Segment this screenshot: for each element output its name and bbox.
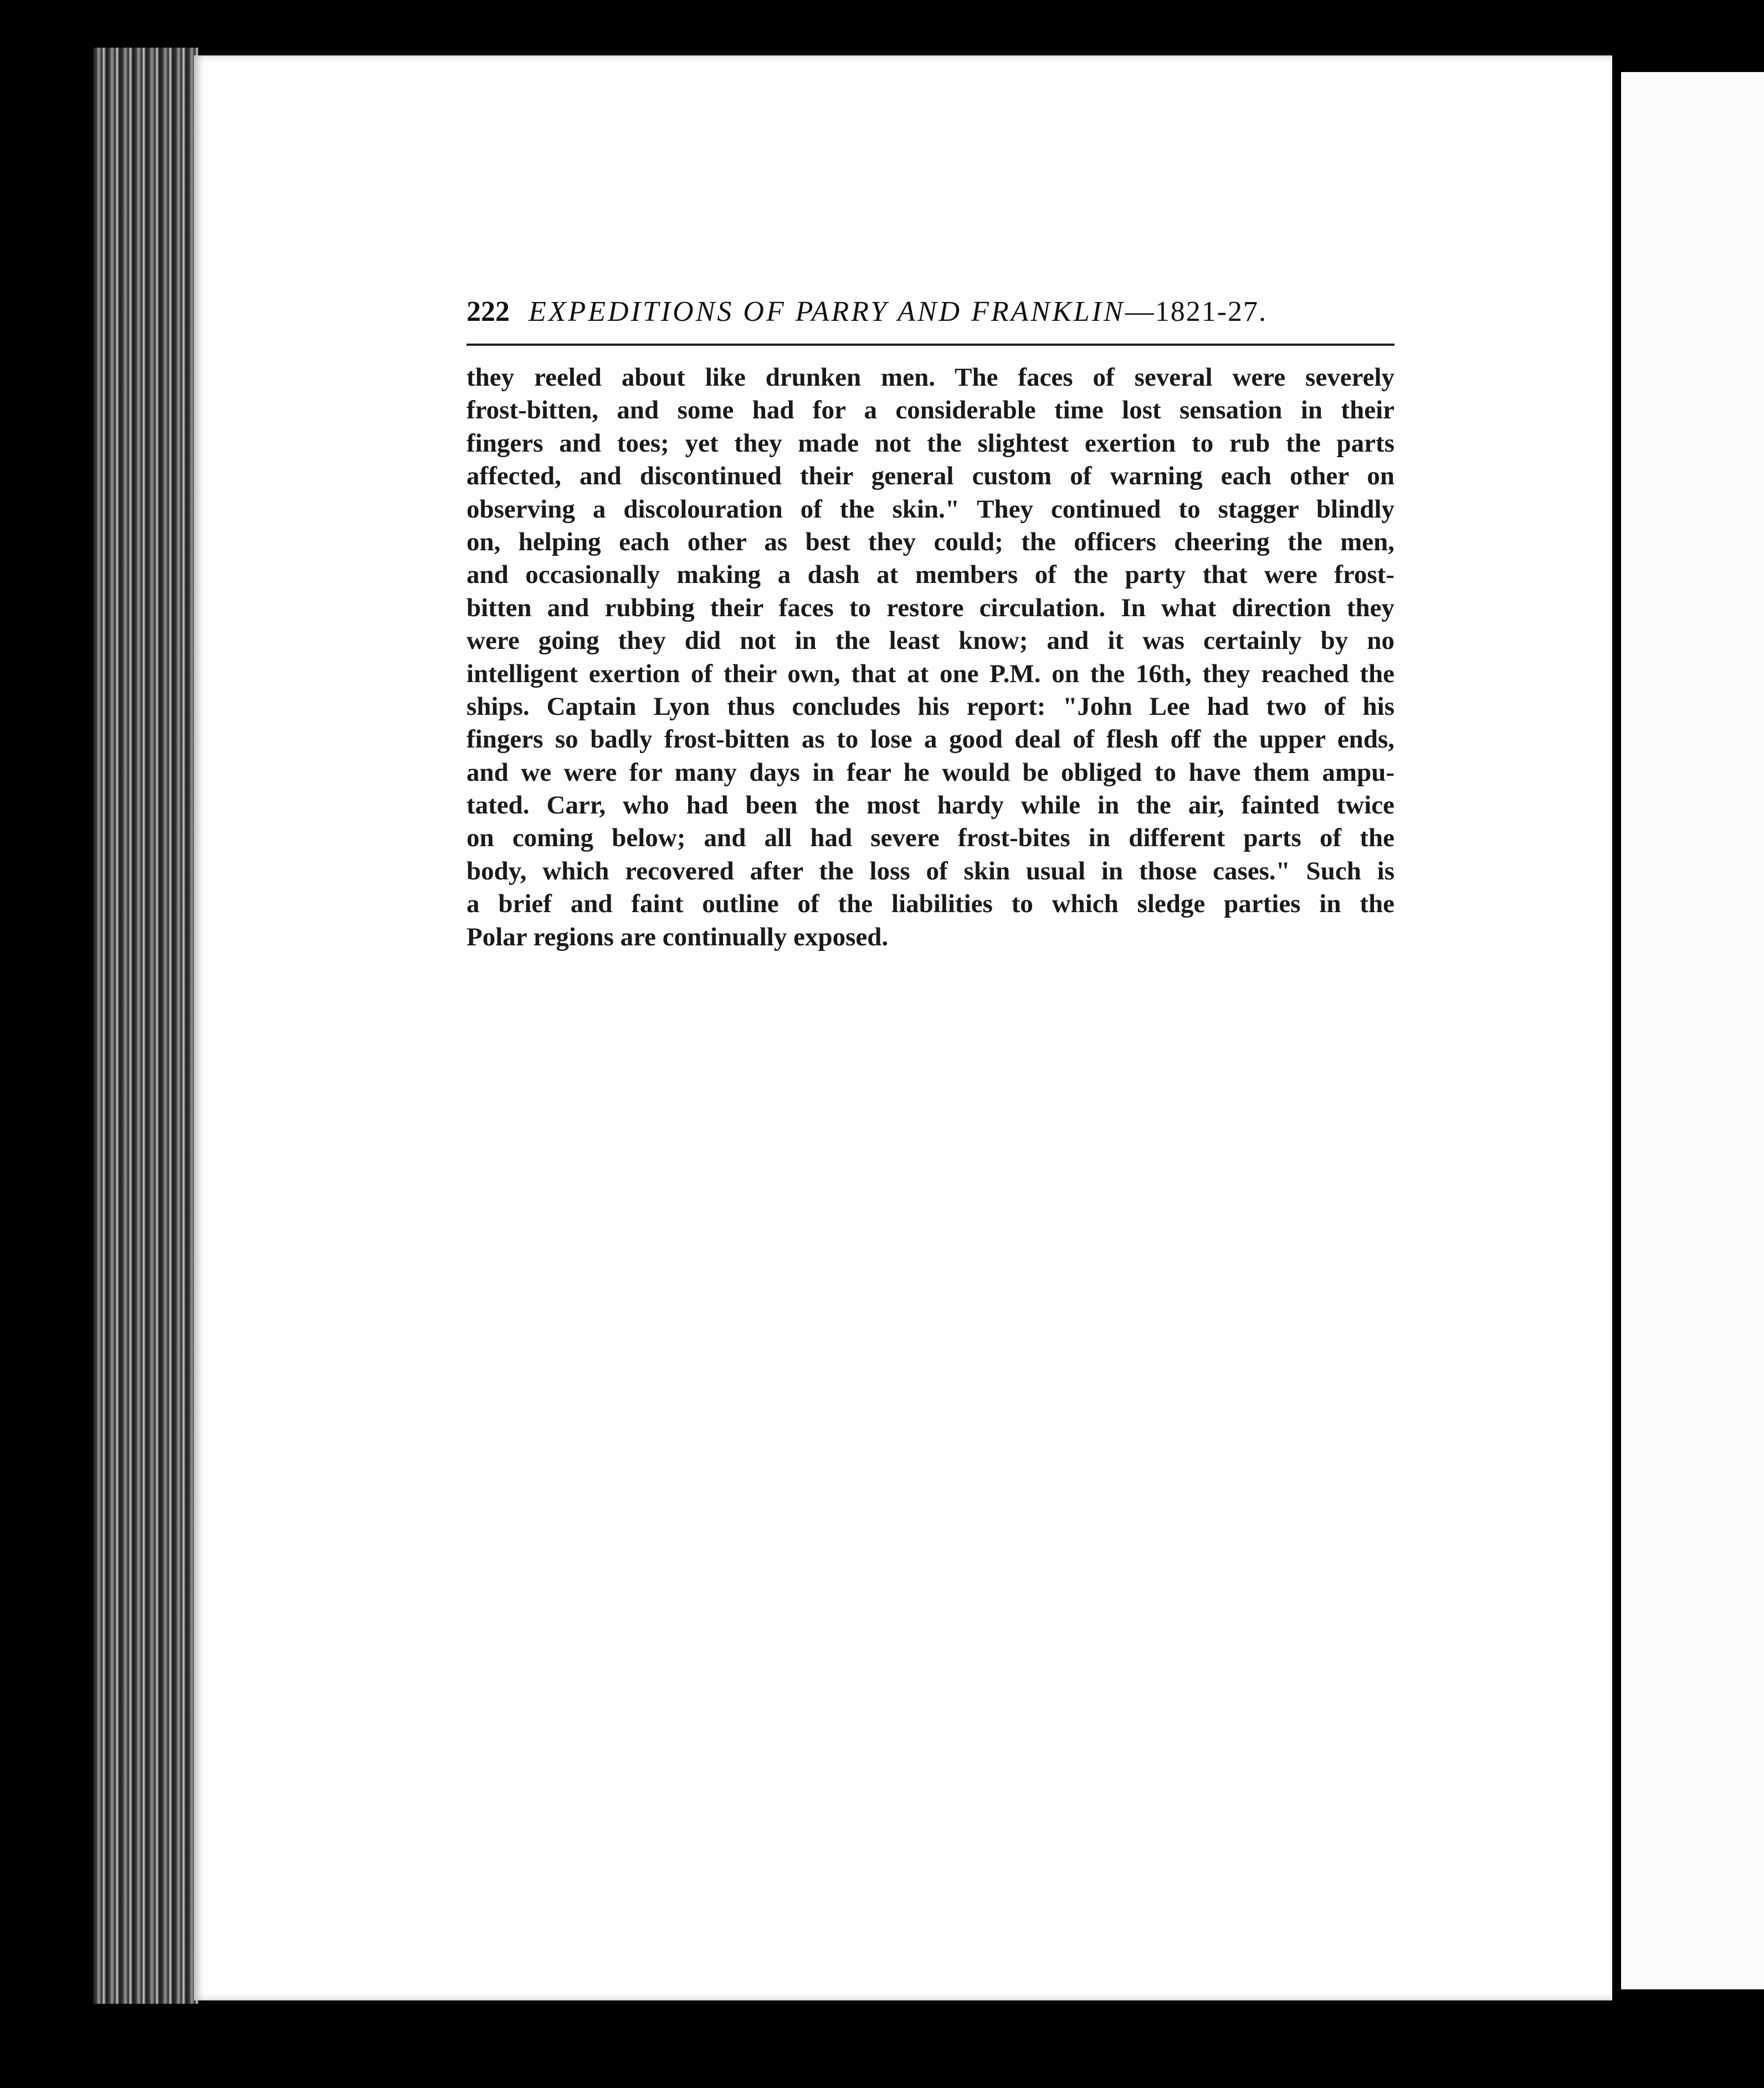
text-line: and occasionally making a dash at members of the party that were frost- bbox=[466, 560, 1394, 590]
text-line: tated. Carr, who had been the most hardy while in the air, fainted twice bbox=[466, 791, 1394, 820]
text-line: on coming below; and all had severe frost-bites in different parts of the bbox=[466, 823, 1394, 853]
text-line: body, which recovered after the loss of skin usual in those cases." Such is bbox=[466, 856, 1394, 886]
book-page bbox=[194, 55, 1612, 2000]
text-line: bitten and rubbing their faces to restore circulation. In what direction they bbox=[466, 593, 1394, 622]
page-edges bbox=[93, 48, 198, 2004]
text-line: fingers and toes; yet they made not the slightest exertion to rub the parts bbox=[466, 428, 1394, 458]
text-line: and we were for many days in fear he would be obliged to have them ampu- bbox=[466, 758, 1394, 787]
text-line: fingers so badly frost-bitten as to lose a good deal of flesh off the upper ends, bbox=[466, 725, 1394, 754]
text-line: they reeled about like drunken men. The faces of several were severely bbox=[466, 363, 1394, 392]
body-text bbox=[466, 361, 1394, 954]
book-gutter bbox=[1612, 55, 1621, 2000]
running-head bbox=[466, 282, 1394, 342]
page-number: 222 bbox=[466, 296, 510, 327]
running-dates: —1821-27. bbox=[1125, 296, 1268, 327]
text-line: intelligent exertion of their own, that at one P.M. on the 16th, they reached the bbox=[466, 659, 1394, 688]
header-rule bbox=[466, 344, 1394, 346]
text-line: on, helping each other as best they could; the officers cheering the men, bbox=[466, 527, 1394, 556]
text-line: frost-bitten, and some had for a considerable time lost sensation in their bbox=[466, 396, 1394, 425]
text-line: observing a discolouration of the skin." They continued to stagger blindly bbox=[466, 494, 1394, 524]
text-line: a brief and faint outline of the liabilities to which sledge parties in the bbox=[466, 889, 1394, 919]
text-line: Polar regions are continually exposed. bbox=[466, 922, 889, 951]
text-line: affected, and discontinued their general custom of warning each other on bbox=[466, 462, 1394, 491]
text-line: ships. Captain Lyon thus concludes his report: "John Lee had two of his bbox=[466, 692, 1394, 721]
running-title: EXPEDITIONS OF PARRY AND FRANKLIN bbox=[529, 296, 1125, 327]
facing-page-edge bbox=[1621, 72, 1764, 1989]
text-line: were going they did not in the least know; and it was certainly by no bbox=[466, 626, 1394, 656]
